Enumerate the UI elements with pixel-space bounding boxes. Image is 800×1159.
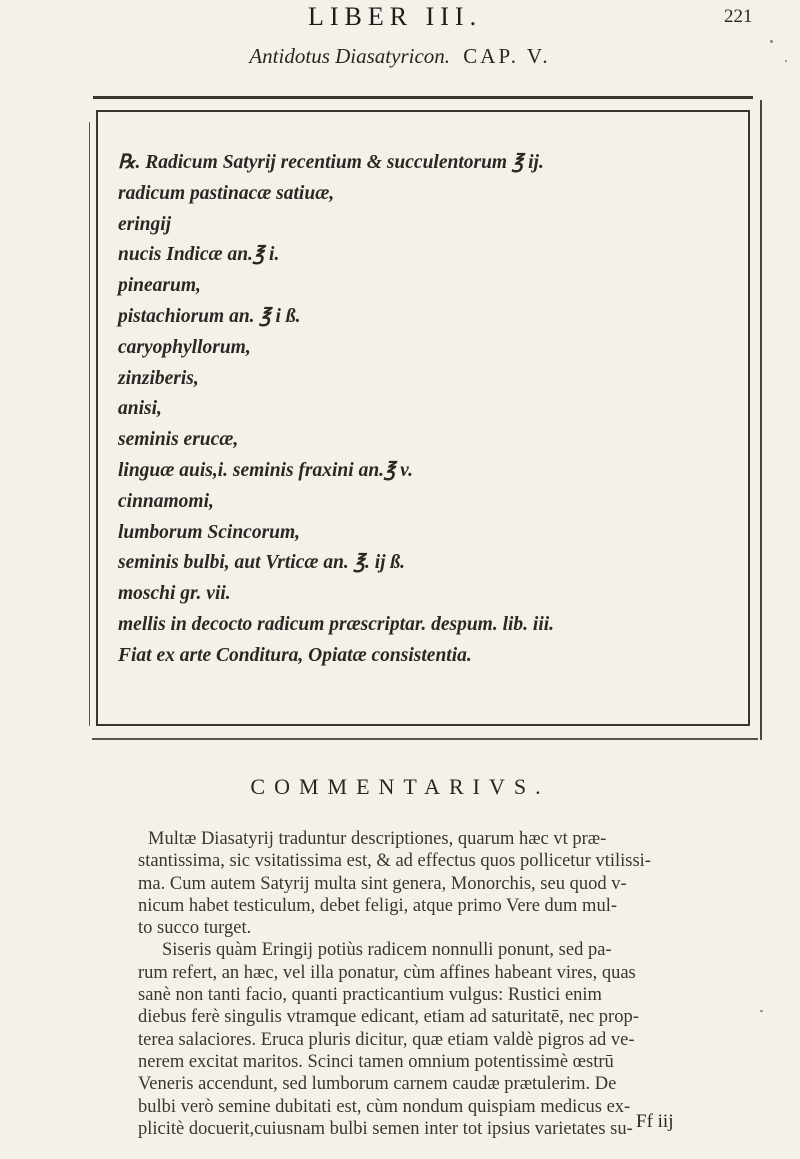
commentary-line: stantissima, sic vsitatissima est, & ad effectus quos pollicetur vtilissi- <box>138 851 651 872</box>
commentary-line: terea salaciores. Eruca pluris dicitur, quæ etiam valdè pigros ad ve- <box>138 1029 635 1050</box>
commentary-line: bulbi verò semine dubitati est, cùm nondum quispiam medicus ex- <box>138 1096 631 1117</box>
commentary-line: nerem excitat maritos. Scinci tamen omnium potentissimè œstrū <box>138 1051 614 1072</box>
recipe-line: zinziberis, <box>118 367 199 389</box>
recipe-line: nucis Indicæ an.℥ i. <box>118 244 280 266</box>
recipe-list <box>118 148 748 672</box>
antidote-title: Antidotus Diasatyricon. <box>249 44 451 68</box>
page-number: 221 <box>724 6 753 27</box>
commentary-line: ma. Cum autem Satyrij multa sint genera, Monorchis, seu quod v- <box>138 873 627 894</box>
recipe-line: ℞. Radicum Satyrij recentium & succulentorum ℥ ij. <box>118 152 544 173</box>
recipe-line: pistachiorum an. ℥ i ß. <box>118 305 301 327</box>
commentary-line: Multæ Diasatyrij traduntur descriptiones, quarum hæc vt præ- <box>148 829 607 849</box>
commentary-text <box>138 828 758 1140</box>
running-head <box>0 2 800 32</box>
ink-speck <box>785 60 787 62</box>
chapter-number: CAP. V. <box>463 44 551 68</box>
recipe-line: eringij <box>118 213 172 235</box>
commentary-line: sanè non tanti facio, quanti practicantium vulgus: Rustici enim <box>138 985 602 1006</box>
recipe-line: moschi gr. vii. <box>118 583 231 605</box>
recipe-line: anisi, <box>118 398 162 420</box>
ink-speck <box>760 1010 763 1012</box>
commentary-line: diebus ferè singulis vtramque edicant, etiam ad saturitatē, nec prop- <box>138 1007 639 1028</box>
commentary-line: to succo turget. <box>138 918 252 939</box>
top-rule <box>93 96 753 99</box>
recipe-line: seminis bulbi, aut Vrticæ an. ℥. ij ß. <box>118 552 406 574</box>
recipe-line: seminis erucæ, <box>118 429 239 451</box>
bottom-rule <box>92 738 758 740</box>
signature-mark: Ff iij <box>636 1111 674 1132</box>
recipe-line: radicum pastinacæ satiuæ, <box>118 182 335 204</box>
commentary-line: Siseris quàm Eringij potiùs radicem nonnulli ponunt, sed pa- <box>162 940 612 961</box>
recipe-line: lumborum Scincorum, <box>118 521 301 543</box>
chapter-subhead <box>0 44 800 69</box>
recipe-frame <box>96 110 750 726</box>
commentary-line: plicitè docuerit,cuiusnam bulbi semen inter tot ipsius varietates su- <box>138 1118 633 1139</box>
recipe-line: linguæ auis,i. seminis fraxini an.℥ v. <box>118 459 413 481</box>
recipe-line: Fiat ex arte Conditura, Opiatæ consistentia. <box>118 644 472 666</box>
recipe-line: cinnamomi, <box>118 490 214 512</box>
recipe-line: pinearum, <box>118 275 201 297</box>
commentary-line: Veneris accendunt, sed lumborum carnem caudæ prætulerim. De <box>138 1074 617 1095</box>
commentary-line: nicum habet testiculum, debet feligi, atque primo Vere dum mul- <box>138 895 617 916</box>
recipe-line: mellis in decocto radicum præscriptar. despum. lib. iii. <box>118 613 555 635</box>
commentary-line: rum refert, an hæc, vel illa ponatur, cùm affines habeant vires, quas <box>138 962 636 983</box>
book-title: LIBER III. <box>308 2 483 31</box>
ink-speck <box>770 40 773 43</box>
commentary-heading: COMMENTARIVS. <box>250 774 550 799</box>
recipe-line: caryophyllorum, <box>118 336 251 358</box>
